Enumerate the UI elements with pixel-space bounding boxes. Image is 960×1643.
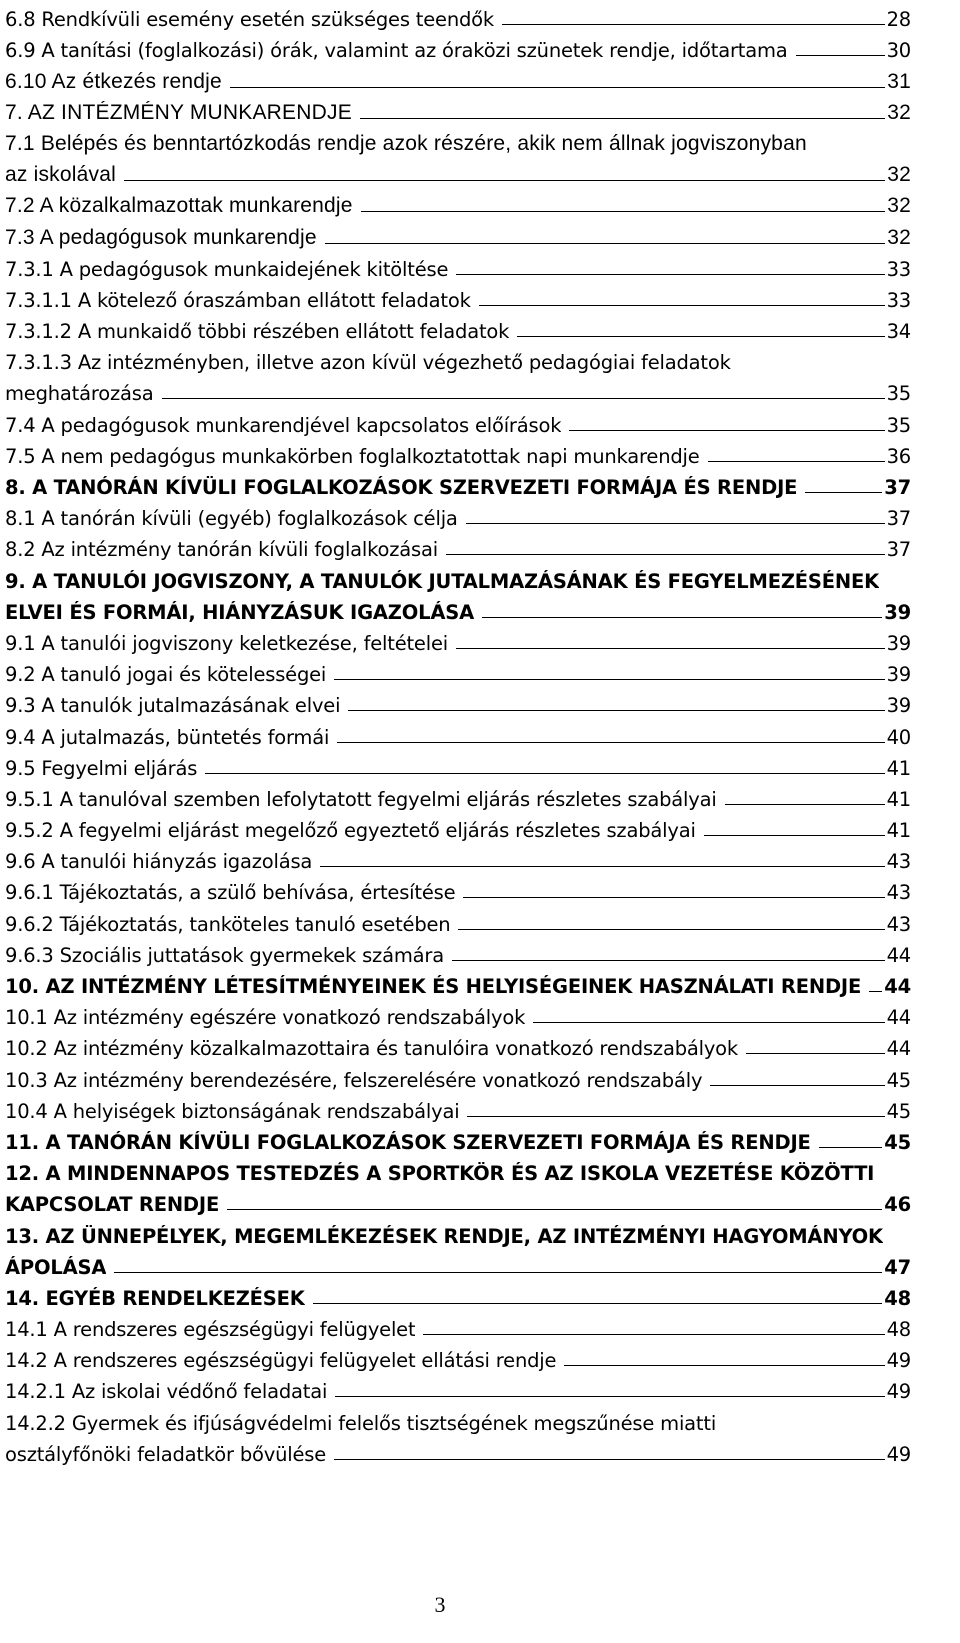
- toc-page-number: 49: [886, 1349, 911, 1373]
- leader-line: [569, 430, 884, 431]
- toc-entry[interactable]: [5, 998, 911, 1029]
- leader-line: [479, 305, 885, 306]
- toc-entry-title: 6.8 Rendkívüli esemény esetén szükséges teendők: [5, 8, 494, 32]
- leader-line: [466, 523, 885, 524]
- toc-entry-title: 7.4 A pedagógusok munkarendjével kapcsolatos előírások: [5, 413, 562, 437]
- toc-page-number: 32: [887, 163, 911, 187]
- toc-entry-line-with-page: [5, 312, 911, 343]
- toc-page-number: 39: [884, 600, 911, 624]
- toc-entry-line-with-page: [5, 655, 911, 686]
- toc-page-number: 32: [887, 225, 911, 249]
- leader-line: [467, 1116, 884, 1117]
- toc-entry[interactable]: [5, 873, 911, 904]
- toc-page-number: 34: [886, 320, 911, 344]
- toc-entry-title: 14.1 A rendszeres egészségügyi felügyelet: [5, 1318, 416, 1342]
- toc-page-number: 49: [886, 1442, 911, 1466]
- toc-page-number: 32: [887, 100, 911, 124]
- toc-page-number: 39: [886, 663, 911, 687]
- toc-entry-title: 7.3 A pedagógusok munkarendje: [5, 225, 317, 249]
- toc-entry-line-with-page: [5, 374, 911, 405]
- toc-entry[interactable]: [5, 749, 911, 780]
- toc-entry[interactable]: [5, 686, 911, 717]
- toc-entry[interactable]: [5, 62, 911, 93]
- toc-entry-title: 10.3 Az intézmény berendezésére, felszerelésére vonatkozó rendszabály: [5, 1068, 703, 1092]
- toc-entry[interactable]: [5, 624, 911, 655]
- leader-line: [348, 710, 884, 711]
- toc-entry[interactable]: [5, 1372, 911, 1403]
- toc-entry-title: 12. A MINDENNAPOS TESTEDZÉS A SPORTKÖR ÉS AZ ISKOLA VEZETÉSE KÖZÖTTI: [5, 1162, 875, 1186]
- toc-entry-title: 13. AZ ÜNNEPÉLYEK, MEGEMLÉKEZÉSEK RENDJE, AZ INTÉZMÉNYI HAGYOMÁNYOK: [5, 1224, 883, 1248]
- toc-entry-line-with-page: [5, 156, 911, 187]
- leader-line: [124, 180, 885, 181]
- leader-line: [708, 461, 885, 462]
- toc-entry-line-with-page: [5, 873, 911, 904]
- toc-entry-title: osztályfőnöki feladatkör bővülése: [5, 1442, 326, 1466]
- toc-page-number: 28: [886, 8, 911, 32]
- leader-line: [746, 1053, 885, 1054]
- toc-page-number: 41: [886, 819, 911, 843]
- toc-entry-title: 14. EGYÉB RENDELKEZÉSEK: [5, 1286, 305, 1310]
- toc-page-number: 36: [886, 444, 911, 468]
- leader-line: [869, 991, 882, 992]
- leader-line: [320, 866, 884, 867]
- toc-entry-title: 9.3 A tanulók jutalmazásának elvei: [5, 694, 341, 718]
- toc-entry-title: 7.3.1.3 Az intézményben, illetve azon kívül végezhető pedagógiai feladatok: [5, 351, 731, 375]
- toc-entry-title: ÁPOLÁSA: [5, 1255, 107, 1279]
- toc-entry-title: az iskolával: [5, 163, 116, 187]
- toc-entry-line-with-page: [5, 1310, 911, 1341]
- toc-entry-title: 10.1 Az intézmény egészére vonatkozó rendszabályok: [5, 1006, 526, 1030]
- leader-line: [456, 648, 885, 649]
- table-of-contents: [5, 0, 911, 1466]
- toc-entry[interactable]: [5, 437, 911, 468]
- toc-page-number: 41: [886, 787, 911, 811]
- toc-entry-title: 8. A TANÓRÁN KÍVÜLI FOGLALKOZÁSOK SZERVEZETI FORMÁJA ÉS RENDJE: [5, 476, 798, 499]
- leader-line: [446, 554, 885, 555]
- toc-page-number: 35: [886, 413, 911, 437]
- toc-entry-line-with-page: [5, 31, 911, 62]
- toc-entry-line-with-page: [5, 499, 911, 530]
- leader-line: [517, 336, 884, 337]
- leader-line: [325, 243, 886, 244]
- toc-page-number: 44: [886, 1037, 911, 1061]
- toc-entry-line-with-page: [5, 530, 911, 561]
- toc-entry[interactable]: [5, 0, 911, 31]
- toc-entry-line-with-page: [5, 1248, 911, 1279]
- toc-entry[interactable]: [5, 468, 911, 499]
- toc-entry[interactable]: [5, 218, 911, 249]
- toc-entry-line-with-page: [5, 1123, 911, 1154]
- toc-entry-title: 9.6.2 Tájékoztatás, tanköteles tanuló esetében: [5, 912, 451, 936]
- toc-entry-line-with-page: [5, 1372, 911, 1403]
- toc-entry[interactable]: [5, 1123, 911, 1154]
- toc-entry-line-with-page: [5, 437, 911, 468]
- toc-page-number: 48: [884, 1286, 911, 1310]
- toc-entry[interactable]: [5, 530, 911, 561]
- toc-entry-title: 7. AZ INTÉZMÉNY MUNKARENDJE: [5, 100, 352, 124]
- toc-page-number: 33: [886, 257, 911, 281]
- toc-page-number: 44: [884, 975, 911, 998]
- toc-entry-line-with-page: [5, 780, 911, 811]
- toc-entry-line-with-page: [5, 281, 911, 312]
- toc-entry-line-with-page: [5, 624, 911, 655]
- toc-entry-title: meghatározása: [5, 382, 154, 406]
- toc-entry-line-with-page: [5, 1185, 911, 1216]
- toc-page-number: 41: [886, 756, 911, 780]
- toc-entry-title: 10.4 A helyiségek biztonságának rendszabályai: [5, 1099, 460, 1123]
- toc-page-number: 45: [886, 1099, 911, 1123]
- toc-entry[interactable]: [5, 281, 911, 312]
- toc-entry-title: 7.3.1.2 A munkaidő többi részében ellátott feladatok: [5, 320, 510, 344]
- toc-entry[interactable]: [5, 499, 911, 530]
- toc-page-number: 37: [886, 538, 911, 562]
- toc-page-number: 43: [886, 881, 911, 905]
- toc-entry-title: 8.2 Az intézmény tanórán kívüli foglalkozásai: [5, 538, 438, 562]
- toc-entry[interactable]: [5, 405, 911, 436]
- toc-entry[interactable]: [5, 811, 911, 842]
- toc-entry[interactable]: [5, 94, 911, 125]
- leader-line: [361, 211, 886, 212]
- toc-page-number: 44: [886, 1006, 911, 1030]
- toc-entry-line: [5, 343, 911, 374]
- toc-entry-line-with-page: [5, 94, 911, 125]
- toc-entry-title: 9.5 Fegyelmi eljárás: [5, 756, 198, 780]
- toc-entry-title: 14.2.2 Gyermek és ifjúságvédelmi felelős tisztségének megszűnése miatti: [5, 1411, 717, 1435]
- toc-entry-line: [5, 1403, 911, 1434]
- toc-entry-line-with-page: [5, 936, 911, 967]
- toc-entry[interactable]: [5, 343, 911, 405]
- toc-entry-title: 9.6 A tanulói hiányzás igazolása: [5, 850, 313, 874]
- toc-entry-title: 14.2 A rendszeres egészségügyi felügyelet ellátási rendje: [5, 1349, 557, 1373]
- toc-entry-title: 10. AZ INTÉZMÉNY LÉTESÍTMÉNYEINEK ÉS HELYISÉGEINEK HASZNÁLATI RENDJE: [5, 975, 862, 998]
- toc-entry[interactable]: [5, 1060, 911, 1091]
- toc-entry-line-with-page: [5, 250, 911, 281]
- toc-entry-title: 9. A TANULÓI JOGVISZONY, A TANULÓK JUTALMAZÁSÁNAK ÉS FEGYELMEZÉSÉNEK: [5, 569, 880, 593]
- toc-entry-line-with-page: [5, 218, 911, 249]
- toc-page-number: 37: [884, 476, 911, 499]
- toc-page-number: 45: [886, 1068, 911, 1092]
- toc-entry-title: 11. A TANÓRÁN KÍVÜLI FOGLALKOZÁSOK SZERVEZETI FORMÁJA ÉS RENDJE: [5, 1130, 811, 1154]
- toc-entry[interactable]: [5, 1279, 911, 1310]
- leader-line: [114, 1272, 882, 1273]
- toc-entry-line-with-page: [5, 967, 911, 998]
- toc-page-number: 31: [887, 69, 911, 93]
- toc-entry-title: ELVEI ÉS FORMÁI, HIÁNYZÁSUK IGAZOLÁSA: [5, 600, 474, 624]
- toc-page-number: 46: [884, 1193, 911, 1217]
- leader-line: [463, 897, 884, 898]
- toc-entry-line-with-page: [5, 1092, 911, 1123]
- toc-entry[interactable]: [5, 1154, 911, 1216]
- toc-entry-title: 9.5.1 A tanulóval szemben lefolytatott fegyelmi eljárás részletes szabályai: [5, 787, 717, 811]
- toc-page-number: 45: [884, 1130, 911, 1154]
- leader-line: [458, 929, 884, 930]
- toc-entry-line-with-page: [5, 405, 911, 436]
- toc-entry-title: 10.2 Az intézmény közalkalmazottaira és tanulóira vonatkozó rendszabályok: [5, 1037, 739, 1061]
- toc-entry[interactable]: [5, 1403, 911, 1465]
- toc-entry-line-with-page: [5, 1029, 911, 1060]
- leader-line: [456, 274, 884, 275]
- toc-entry-title: 14.2.1 Az iskolai védőnő feladatai: [5, 1380, 328, 1404]
- toc-entry[interactable]: [5, 967, 911, 998]
- toc-page-number: 39: [886, 631, 911, 655]
- toc-entry-title: 7.3.1.1 A kötelező óraszámban ellátott feladatok: [5, 288, 471, 312]
- toc-page-number: 49: [886, 1380, 911, 1404]
- toc-entry[interactable]: [5, 655, 911, 686]
- toc-entry-line: [5, 125, 911, 156]
- toc-entry[interactable]: [5, 1310, 911, 1341]
- toc-page-number: 39: [886, 694, 911, 718]
- toc-entry-line-with-page: [5, 811, 911, 842]
- leader-line: [334, 1459, 885, 1460]
- leader-line: [564, 1365, 884, 1366]
- toc-entry[interactable]: [5, 842, 911, 873]
- toc-entry-line-with-page: [5, 749, 911, 780]
- toc-page-number: 40: [886, 725, 911, 749]
- toc-entry[interactable]: [5, 717, 911, 748]
- leader-line: [704, 835, 885, 836]
- toc-entry-title: 9.2 A tanuló jogai és kötelességei: [5, 663, 327, 687]
- leader-line: [313, 1303, 883, 1304]
- leader-line: [805, 492, 882, 493]
- toc-entry-line-with-page: [5, 1279, 911, 1310]
- toc-entry-line-with-page: [5, 1341, 911, 1372]
- toc-page-number: 48: [886, 1318, 911, 1342]
- leader-line: [337, 742, 884, 743]
- toc-page-number: 35: [886, 382, 911, 406]
- leader-line: [482, 617, 882, 618]
- page-number: 3: [434, 1592, 446, 1617]
- toc-entry[interactable]: [5, 187, 911, 218]
- leader-line: [334, 679, 884, 680]
- toc-entry-title: 9.1 A tanulói jogviszony keletkezése, feltételei: [5, 631, 448, 655]
- toc-entry[interactable]: [5, 936, 911, 967]
- toc-page-number: 30: [886, 39, 911, 63]
- toc-entry[interactable]: [5, 125, 911, 187]
- toc-entry[interactable]: [5, 31, 911, 62]
- toc-page-number: 37: [886, 507, 911, 531]
- toc-page-number: 47: [884, 1255, 911, 1279]
- toc-entry-title: 9.5.2 A fegyelmi eljárást megelőző egyeztető eljárás részletes szabályai: [5, 819, 696, 843]
- toc-entry-line: [5, 1216, 911, 1247]
- toc-entry-title: KAPCSOLAT RENDJE: [5, 1193, 220, 1217]
- toc-entry[interactable]: [5, 1216, 911, 1278]
- toc-entry-line: [5, 561, 911, 592]
- toc-page-number: 33: [886, 288, 911, 312]
- leader-line: [819, 1147, 883, 1148]
- leader-line: [360, 118, 885, 119]
- toc-entry-line-with-page: [5, 904, 911, 935]
- toc-entry-line-with-page: [5, 187, 911, 218]
- toc-entry[interactable]: [5, 1341, 911, 1372]
- leader-line: [230, 87, 885, 88]
- toc-entry-title: 9.6.1 Tájékoztatás, a szülő behívása, értesítése: [5, 881, 456, 905]
- leader-line: [710, 1085, 884, 1086]
- toc-entry-title: 9.4 A jutalmazás, büntetés formái: [5, 725, 330, 749]
- leader-line: [227, 1209, 882, 1210]
- toc-entry-line-with-page: [5, 62, 911, 93]
- toc-entry-title: 6.10 Az étkezés rendje: [5, 69, 222, 93]
- leader-line: [533, 1022, 884, 1023]
- toc-page-number: 32: [887, 194, 911, 218]
- toc-entry-line-with-page: [5, 717, 911, 748]
- leader-line: [502, 24, 885, 25]
- toc-entry-title: 7.5 A nem pedagógus munkakörben foglalkoztatottak napi munkarendje: [5, 444, 700, 468]
- toc-entry-line-with-page: [5, 593, 911, 624]
- leader-line: [335, 1396, 884, 1397]
- toc-entry-line-with-page: [5, 468, 911, 499]
- toc-entry[interactable]: [5, 561, 911, 623]
- toc-entry-title: 7.3.1 A pedagógusok munkaidejének kitöltése: [5, 257, 449, 281]
- toc-page-number: 44: [886, 943, 911, 967]
- toc-entry[interactable]: [5, 1029, 911, 1060]
- toc-entry-line-with-page: [5, 1060, 911, 1091]
- toc-entry[interactable]: [5, 1092, 911, 1123]
- toc-entry[interactable]: [5, 904, 911, 935]
- toc-entry-line-with-page: [5, 686, 911, 717]
- toc-entry-title: 7.2 A közalkalmazottak munkarendje: [5, 194, 353, 218]
- toc-entry-title: 8.1 A tanórán kívüli (egyéb) foglalkozások célja: [5, 507, 458, 531]
- toc-page-number: 43: [886, 850, 911, 874]
- toc-entry[interactable]: [5, 312, 911, 343]
- leader-line: [162, 398, 885, 399]
- leader-line: [205, 773, 884, 774]
- leader-line: [423, 1334, 884, 1335]
- toc-entry-title: 6.9 A tanítási (foglalkozási) órák, valamint az óraközi szünetek rendje, időtartama: [5, 39, 788, 63]
- toc-entry-line-with-page: [5, 998, 911, 1029]
- leader-line: [796, 55, 885, 56]
- toc-entry-line-with-page: [5, 1435, 911, 1466]
- toc-entry-title: 7.1 Belépés és benntartózkodás rendje azok részére, akik nem állnak jogviszonyban: [5, 131, 807, 155]
- toc-entry-line-with-page: [5, 0, 911, 31]
- toc-entry[interactable]: [5, 780, 911, 811]
- toc-entry-line: [5, 1154, 911, 1185]
- leader-line: [725, 804, 885, 805]
- toc-entry-title: 9.6.3 Szociális juttatások gyermekek számára: [5, 943, 444, 967]
- toc-entry-line-with-page: [5, 842, 911, 873]
- leader-line: [452, 960, 885, 961]
- toc-entry[interactable]: [5, 250, 911, 281]
- toc-page-number: 43: [886, 912, 911, 936]
